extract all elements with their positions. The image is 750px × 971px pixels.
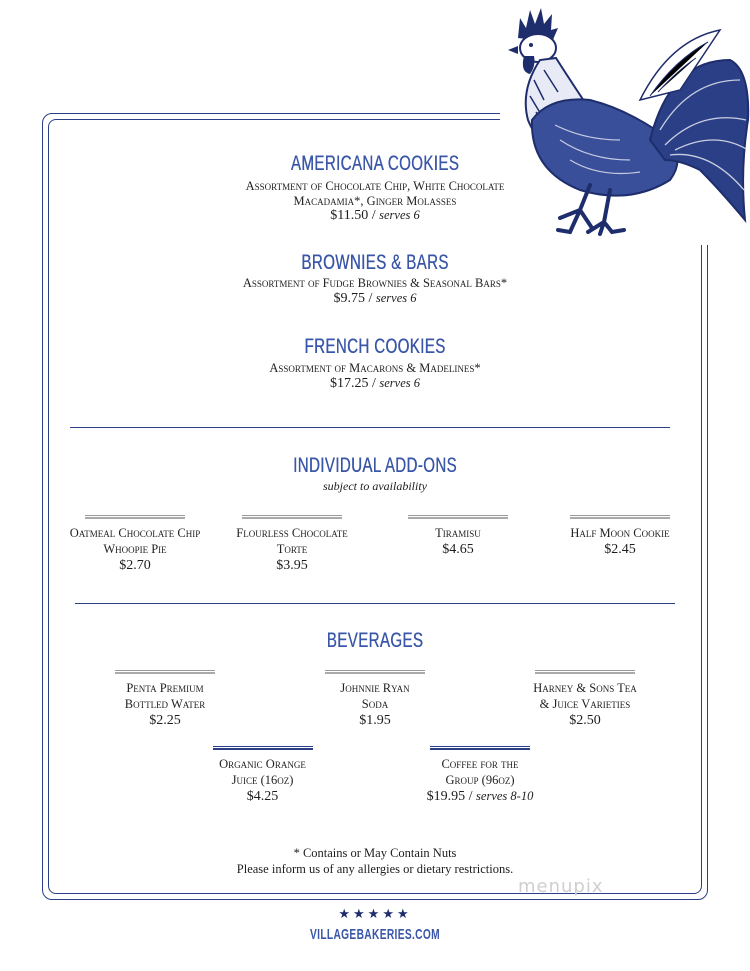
price-separator: /: [368, 208, 380, 223]
price-separator: /: [368, 376, 380, 391]
brownies-bars-serves: serves 6: [375, 291, 417, 305]
item-bar: [115, 670, 215, 674]
beverage-price: $2.25: [149, 713, 181, 728]
item-bar: [85, 515, 185, 519]
beverage-name-line1: Harney & Sons Tea: [533, 681, 637, 695]
addons-subtitle: subject to availability: [323, 479, 427, 493]
section-divider: [70, 427, 670, 428]
french-cookies-heading: FRENCH COOKIES: [304, 335, 446, 358]
french-cookies-serves: serves 6: [379, 376, 420, 390]
americana-cookies-heading: AMERICANA COOKIES: [290, 152, 460, 175]
beverage-name-line2: Juice (16oz): [231, 773, 294, 787]
price-separator: /: [364, 291, 376, 306]
french-cookies-price: $17.25: [329, 376, 369, 391]
addon-price: $2.70: [119, 558, 151, 573]
item-bar: [570, 515, 670, 519]
addon-name-line2: Torte: [276, 542, 308, 556]
section-divider: [75, 603, 675, 604]
brownies-bars-price: $9.75: [333, 291, 365, 306]
americana-cookies-desc-line1: Assortment of Chocolate Chip, White Chocolate: [245, 179, 505, 193]
item-bar: [242, 515, 342, 519]
beverage-item: [500, 670, 670, 729]
beverage-name-line2: & Juice Varieties: [539, 697, 631, 711]
addon-name-line1: Flourless Chocolate: [236, 526, 348, 540]
allergy-note: Please inform us of any allergies or dietary restrictions.: [236, 862, 514, 876]
brownies-bars-desc: Assortment of Fudge Brownies & Seasonal Bars*: [242, 276, 508, 290]
item-bar: [430, 746, 530, 750]
beverage-price: $2.50: [569, 713, 601, 728]
item-bar: [325, 670, 425, 674]
addon-name-line1: Tiramisu: [435, 526, 481, 540]
beverage-name-line1: Johnnie Ryan: [340, 681, 410, 695]
watermark: menupix: [518, 876, 604, 897]
addon-item: [540, 515, 700, 558]
beverage-price-line: [395, 788, 565, 805]
addon-name-line2: Whoopie Pie: [103, 542, 167, 556]
addon-item: [55, 515, 215, 574]
item-bar: [535, 670, 635, 674]
beverage-serves: serves 8-10: [476, 789, 534, 803]
addon-price: $2.45: [604, 542, 636, 557]
beverage-name-line2: Bottled Water: [124, 697, 206, 711]
brownies-bars-heading: BROWNIES & BARS: [301, 251, 449, 274]
beverage-price: $1.95: [359, 713, 391, 728]
beverage-item: [395, 746, 565, 805]
addons-heading: INDIVIDUAL ADD-ONS: [293, 454, 457, 477]
beverage-price: $4.25: [246, 789, 279, 804]
beverage-name-line1: Coffee for the: [441, 757, 519, 771]
french-cookies-desc: Assortment of Macarons & Madelines*: [269, 361, 481, 375]
beverages-heading: BEVERAGES: [326, 629, 424, 652]
addon-price: $3.95: [276, 558, 308, 573]
americana-cookies-serves: serves 6: [379, 208, 420, 222]
item-bar: [213, 746, 313, 750]
addon-item: [378, 515, 538, 558]
price-separator: /: [465, 789, 477, 804]
beverage-name-line2: Soda: [361, 697, 389, 711]
brownies-bars-price-line: [0, 291, 750, 307]
addon-name-line1: Oatmeal Chocolate Chip: [69, 526, 201, 540]
french-cookies-price-line: [0, 376, 750, 392]
addon-price: $4.65: [442, 542, 474, 557]
beverage-item: [200, 746, 325, 805]
addon-name-line1: Half Moon Cookie: [570, 526, 670, 540]
americana-cookies-price: $11.50: [330, 208, 369, 223]
stars-icon: ★★★★★: [338, 906, 412, 921]
beverage-item: [90, 670, 240, 729]
americana-cookies-price-line: [0, 208, 750, 224]
americana-cookies-desc-line2: Macadamia*, Ginger Molasses: [293, 194, 457, 208]
addon-item: [212, 515, 372, 574]
beverage-name-line1: Penta Premium: [126, 681, 204, 695]
website-link[interactable]: VILLAGEBAKERIES.COM: [309, 926, 441, 943]
beverage-name-line2: Group (96oz): [445, 773, 515, 787]
beverage-price: $19.95: [426, 789, 466, 804]
beverage-name-line1: Organic Orange: [219, 757, 306, 771]
item-bar: [408, 515, 508, 519]
beverage-item: [300, 670, 450, 729]
nuts-note: * Contains or May Contain Nuts: [293, 846, 457, 860]
